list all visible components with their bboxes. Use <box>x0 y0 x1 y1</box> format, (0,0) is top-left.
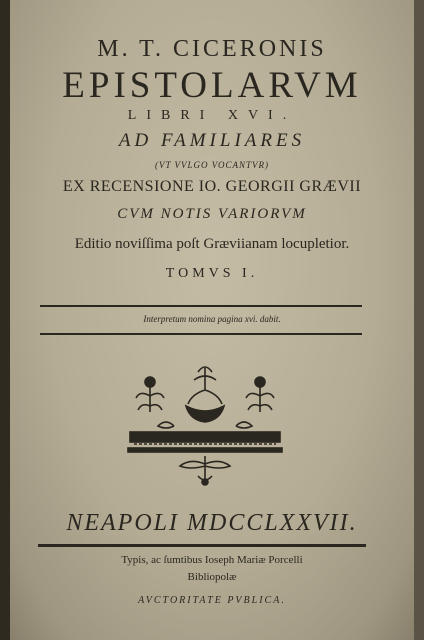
ad-familiares-line: AD FAMILIARES <box>118 130 306 151</box>
place-year: NEAPOLI MDCCLXXVII. <box>66 510 358 536</box>
ornament-vignette-icon <box>110 360 300 488</box>
authority-line: AVCTORITATE PVBLICA. <box>138 595 286 606</box>
volume-line: TOMVS I. <box>165 266 259 281</box>
printer-line: Typis, ac ſumtibus Ioseph Mariæ Porcelli <box>121 554 303 566</box>
imprint-rule <box>38 544 366 547</box>
index-note: Interpretum nomina pagina xvi. dabit. <box>143 314 281 324</box>
work-title: EPISTOLARVM <box>62 65 362 106</box>
top-rule <box>40 305 362 307</box>
author-line: M. T. CICERONIS <box>97 36 327 62</box>
edition-line: Editio noviſſima poſt Græviianam locupletior. <box>74 236 350 252</box>
books-line: LIBRI XVI. <box>127 108 297 123</box>
bottom-rule <box>40 333 362 335</box>
vulgo-line: (VT VVLGO VOCANTVR) <box>154 160 270 170</box>
bookseller-line: Bibliopolæ <box>187 571 237 583</box>
notes-line: CVM NOTIS VARIORVM <box>117 206 307 222</box>
recension-line: EX RECENSIONE IO. GEORGII GRÆVII <box>62 178 362 195</box>
